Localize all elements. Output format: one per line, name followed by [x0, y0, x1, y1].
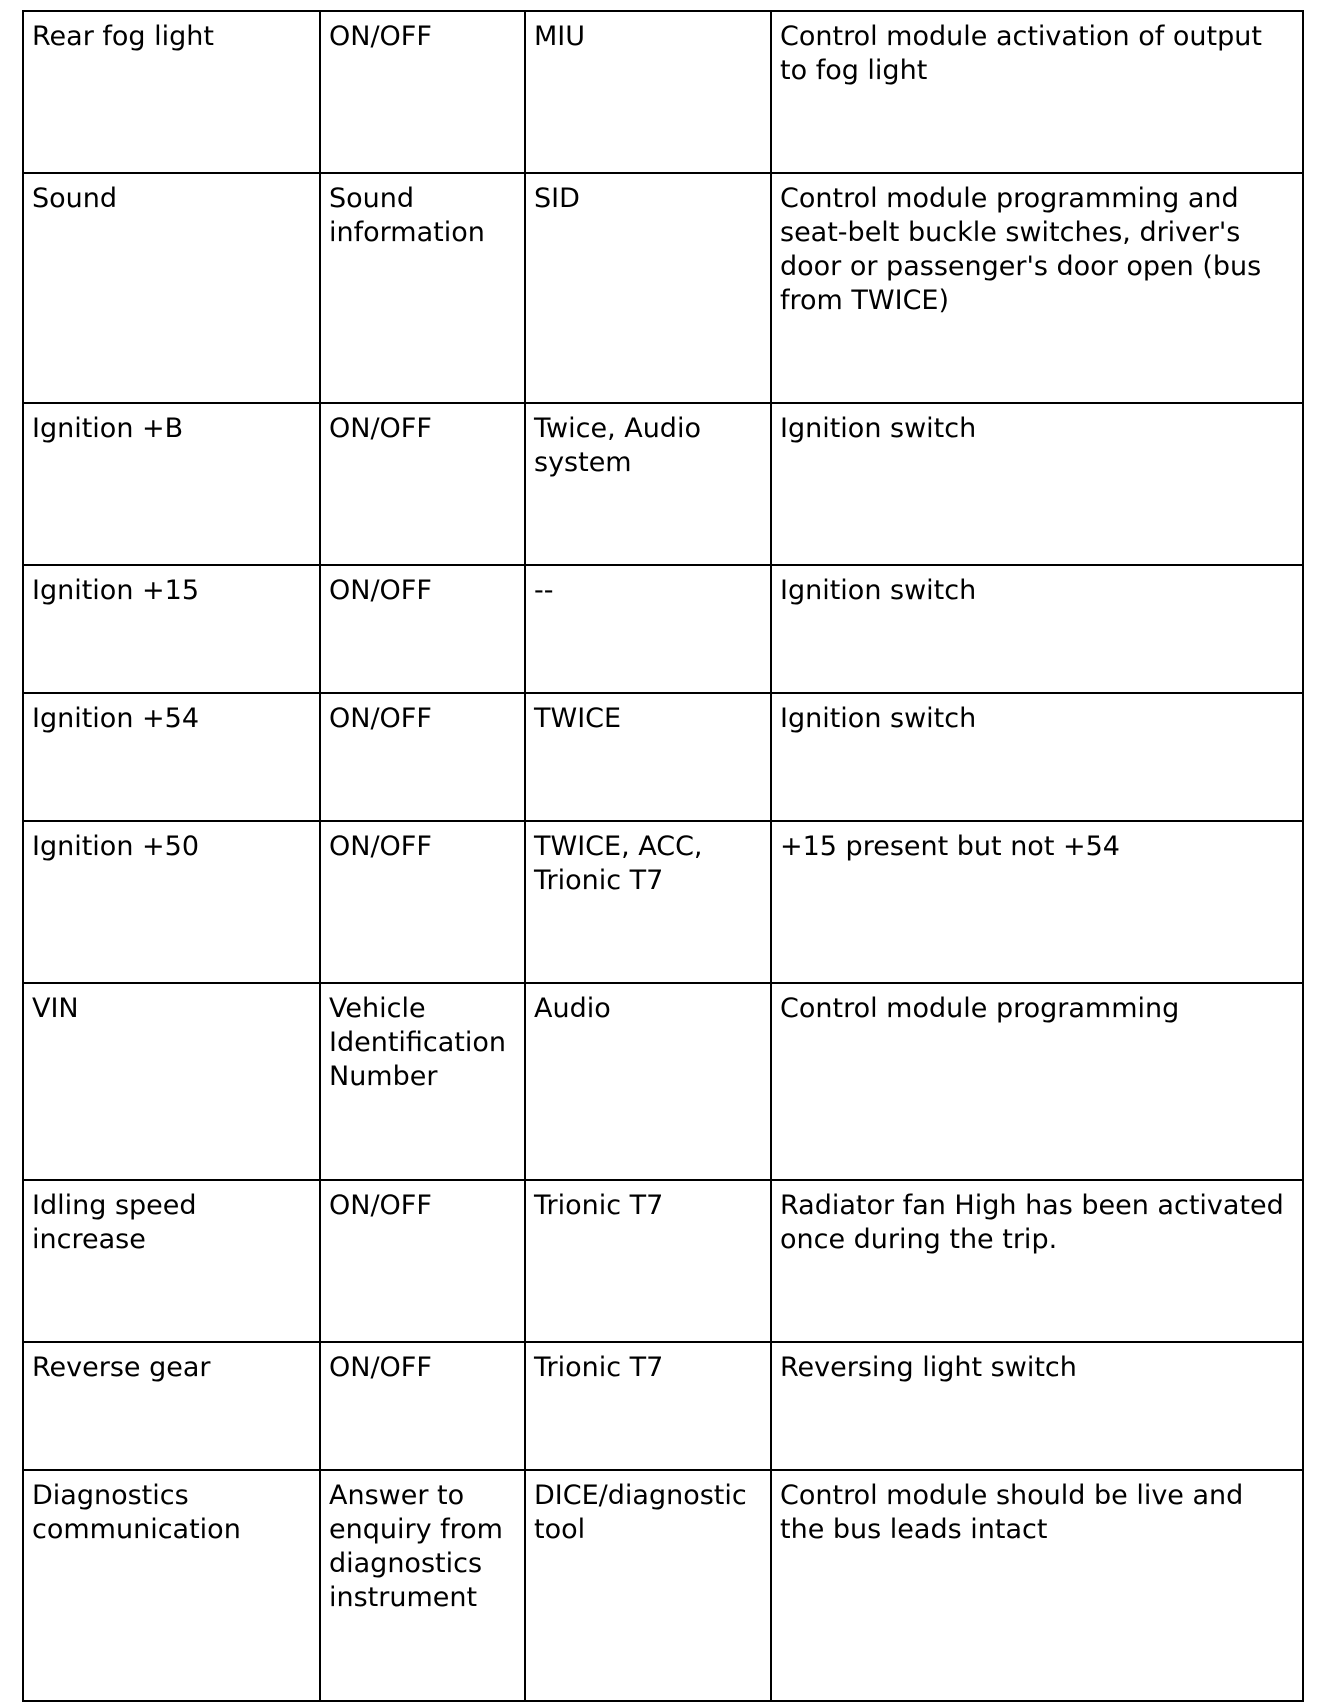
signal-cell: Reverse gear [23, 1342, 320, 1470]
receiver-cell: TWICE, ACC, Trionic T7 [525, 821, 771, 983]
state-cell: ON/OFF [320, 403, 525, 565]
receiver-cell: Audio [525, 983, 771, 1180]
table-row [23, 173, 1303, 403]
receiver-cell: Trionic T7 [525, 1342, 771, 1470]
receiver-cell: -- [525, 565, 771, 693]
state-cell: ON/OFF [320, 1342, 525, 1470]
receiver-cell: TWICE [525, 693, 771, 821]
state-cell: ON/OFF [320, 11, 525, 173]
state-cell: Answer to enquiry from diagnostics instrument [320, 1470, 525, 1701]
signal-cell: Idling speed increase [23, 1180, 320, 1342]
condition-cell: Reversing light switch [771, 1342, 1303, 1470]
state-cell: ON/OFF [320, 693, 525, 821]
receiver-cell: MIU [525, 11, 771, 173]
condition-cell: Ignition switch [771, 403, 1303, 565]
state-cell: ON/OFF [320, 565, 525, 693]
signal-cell: Sound [23, 173, 320, 403]
condition-cell: Radiator fan High has been activated once during the trip. [771, 1180, 1303, 1342]
table-row [23, 1180, 1303, 1342]
receiver-cell: Trionic T7 [525, 1180, 771, 1342]
condition-cell: Control module programming [771, 983, 1303, 1180]
table-row [23, 11, 1303, 173]
state-cell: ON/OFF [320, 821, 525, 983]
receiver-cell: Twice, Audio system [525, 403, 771, 565]
signal-cell: VIN [23, 983, 320, 1180]
condition-cell: Ignition switch [771, 565, 1303, 693]
condition-cell: Control module programming and seat-belt buckle switches, driver's door or passenger's door open (bus from TWICE) [771, 173, 1303, 403]
table-row [23, 821, 1303, 983]
signal-cell: Ignition +54 [23, 693, 320, 821]
signal-cell: Ignition +50 [23, 821, 320, 983]
state-cell: Sound information [320, 173, 525, 403]
table-row [23, 693, 1303, 821]
state-cell: ON/OFF [320, 1180, 525, 1342]
state-cell: Vehicle Identification Number [320, 983, 525, 1180]
table-row [23, 1342, 1303, 1470]
signal-cell: Ignition +15 [23, 565, 320, 693]
table-row [23, 403, 1303, 565]
signal-table [22, 10, 1304, 1702]
condition-cell: +15 present but not +54 [771, 821, 1303, 983]
signal-cell: Diagnostics communication [23, 1470, 320, 1701]
receiver-cell: SID [525, 173, 771, 403]
condition-cell: Control module should be live and the bus leads intact [771, 1470, 1303, 1701]
table-row [23, 1470, 1303, 1701]
table-row [23, 983, 1303, 1180]
condition-cell: Control module activation of output to fog light [771, 11, 1303, 173]
receiver-cell: DICE/diagnostic tool [525, 1470, 771, 1701]
condition-cell: Ignition switch [771, 693, 1303, 821]
signal-cell: Rear fog light [23, 11, 320, 173]
signal-cell: Ignition +B [23, 403, 320, 565]
table-row [23, 565, 1303, 693]
